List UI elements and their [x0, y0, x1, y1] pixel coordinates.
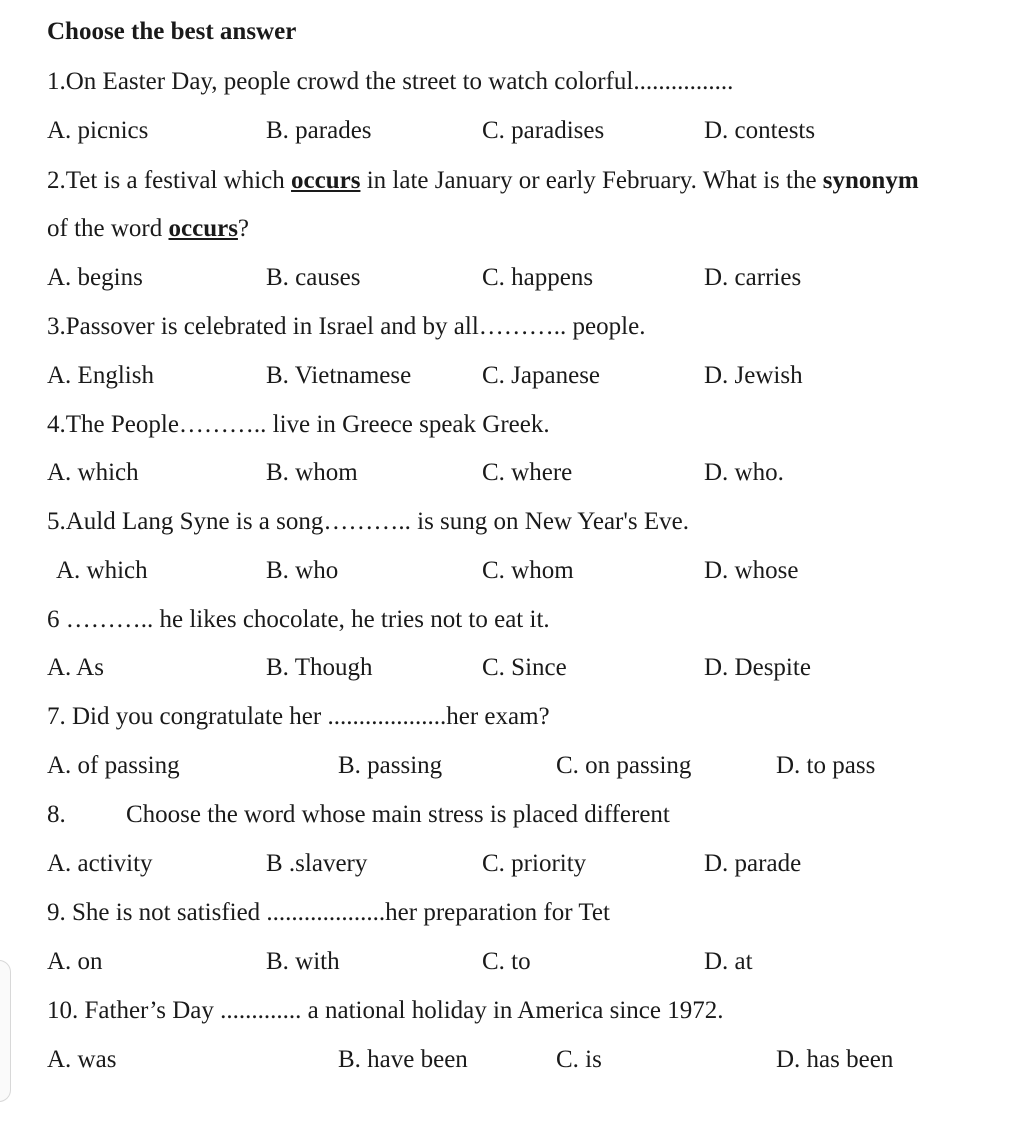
q3-option-b[interactable]: B. Vietnamese [266, 362, 412, 389]
q1-option-a[interactable]: A. picnics [47, 117, 149, 144]
page-edge-tab [0, 960, 11, 1102]
q9-option-c[interactable]: C. to [482, 948, 531, 975]
q4-option-d[interactable]: D. who. [704, 459, 784, 486]
q8-option-d[interactable]: D. parade [704, 850, 802, 877]
q2-option-d[interactable]: D. carries [704, 264, 802, 291]
question-3: 3.Passover is celebrated in Israel and by all……….. people. [47, 313, 646, 340]
q3-option-c[interactable]: C. Japanese [482, 362, 601, 389]
q2-option-c[interactable]: C. happens [482, 264, 594, 291]
q10-option-a[interactable]: A. was [47, 1046, 117, 1073]
q9-option-d[interactable]: D. at [704, 948, 753, 975]
question-6: 6 ……….. he likes chocolate, he tries not to eat it. [47, 606, 550, 633]
q2-option-b[interactable]: B. causes [266, 264, 361, 291]
question-9: 9. She is not satisfied ...................her preparation for Tet [47, 899, 610, 926]
q8-option-a[interactable]: A. activity [47, 850, 153, 877]
q1-option-d[interactable]: D. contests [704, 117, 816, 144]
q3-option-d[interactable]: D. Jewish [704, 362, 803, 389]
q5-option-b[interactable]: B. who [266, 557, 339, 584]
question-8-number: 8. [47, 801, 66, 828]
question-2-line-1: 2.Tet is a festival which occurs in late January or early February. What is the synonym [47, 167, 919, 194]
q9-option-b[interactable]: B. with [266, 948, 340, 975]
underlined-word: occurs [291, 167, 361, 194]
q6-option-d[interactable]: D. Despite [704, 654, 811, 681]
underlined-word: occurs [168, 215, 238, 242]
q2-option-a[interactable]: A. begins [47, 264, 143, 291]
question-1: 1.On Easter Day, people crowd the street to watch colorful................ [47, 68, 734, 95]
q4-option-a[interactable]: A. which [47, 459, 139, 486]
q1-option-b[interactable]: B. parades [266, 117, 372, 144]
q4-option-c[interactable]: C. where [482, 459, 573, 486]
question-5: 5.Auld Lang Syne is a song……….. is sung on New Year's Eve. [47, 508, 689, 535]
q5-option-a[interactable]: A. which [56, 557, 148, 584]
q3-option-a[interactable]: A. English [47, 362, 154, 389]
page-title: Choose the best answer [47, 18, 297, 45]
q1-option-c[interactable]: C. paradises [482, 117, 605, 144]
q8-option-b[interactable]: B .slavery [266, 850, 368, 877]
q5-option-c[interactable]: C. whom [482, 557, 574, 584]
q7-option-c[interactable]: C. on passing [556, 752, 692, 779]
q6-option-b[interactable]: B. Though [266, 654, 373, 681]
q9-option-a[interactable]: A. on [47, 948, 103, 975]
q5-option-d[interactable]: D. whose [704, 557, 799, 584]
question-4: 4.The People……….. live in Greece speak Greek. [47, 411, 550, 438]
q6-option-a[interactable]: A. As [47, 654, 104, 681]
q8-option-c[interactable]: C. priority [482, 850, 587, 877]
q4-option-b[interactable]: B. whom [266, 459, 358, 486]
q7-option-a[interactable]: A. of passing [47, 752, 180, 779]
q10-option-d[interactable]: D. has been [776, 1046, 894, 1073]
bold-word: synonym [822, 167, 919, 194]
q7-option-b[interactable]: B. passing [338, 752, 443, 779]
q7-option-d[interactable]: D. to pass [776, 752, 876, 779]
q6-option-c[interactable]: C. Since [482, 654, 567, 681]
q10-option-b[interactable]: B. have been [338, 1046, 468, 1073]
question-8: 8. Choose the word whose main stress is placed different [47, 801, 670, 828]
question-10: 10. Father’s Day ............. a national holiday in America since 1972. [47, 997, 724, 1024]
question-7: 7. Did you congratulate her ...................her exam? [47, 703, 550, 730]
q10-option-c[interactable]: C. is [556, 1046, 602, 1073]
question-2-line-2: of the word occurs? [47, 215, 250, 242]
